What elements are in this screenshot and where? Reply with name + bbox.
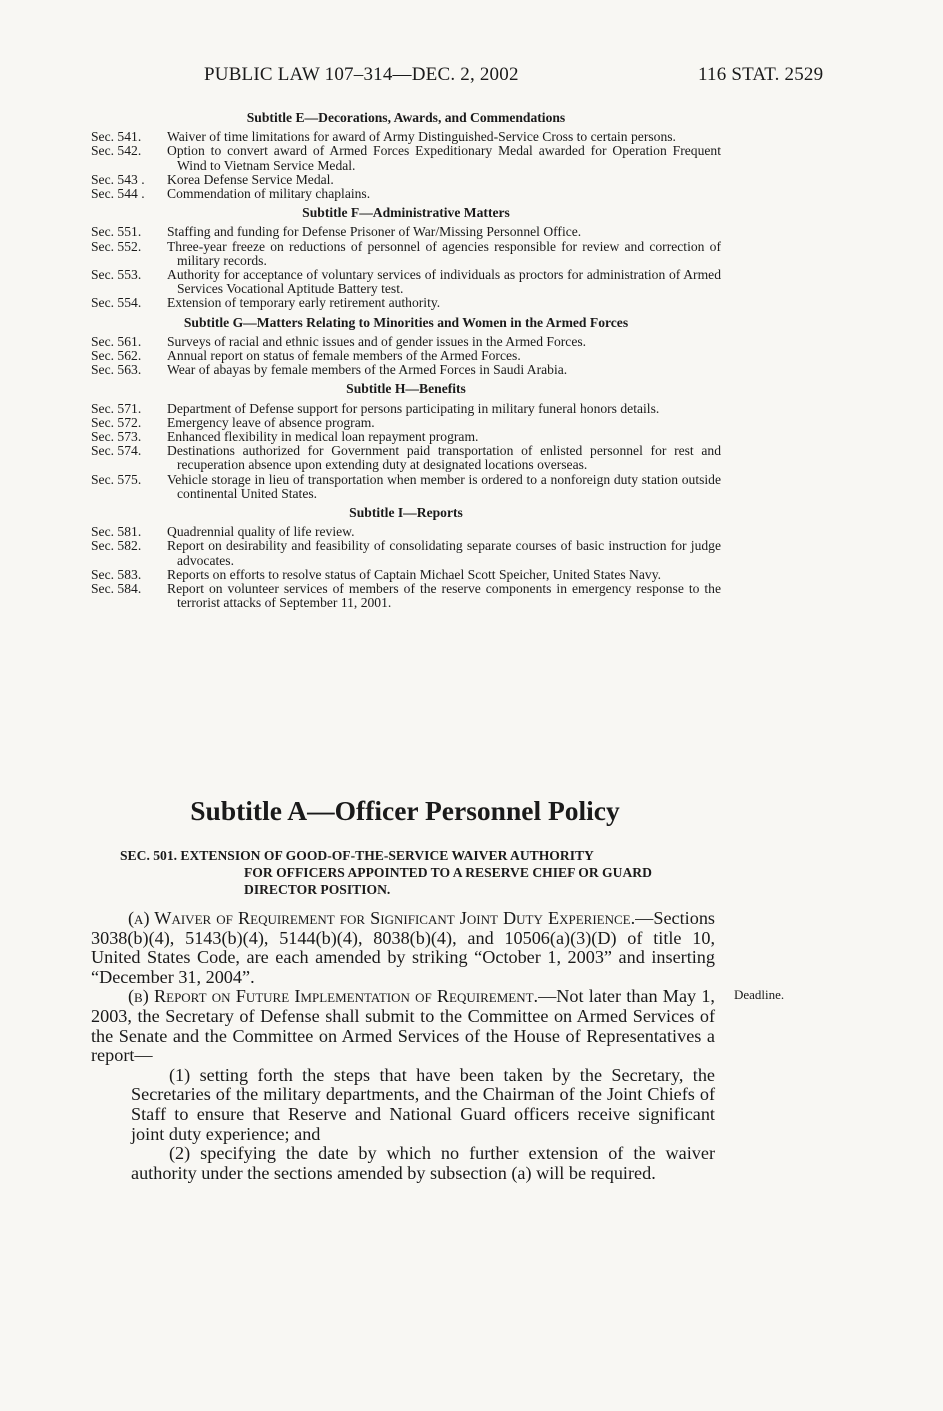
toc-entry-number: Sec. 584. xyxy=(91,581,142,597)
paragraph-1: (1) setting forth the steps that have been taken by the Secretary, the Secretaries of the military departments, and the Chairman of the Joint Chiefs of Staff to ensure that Reserve and National Guard officers receive significant joint duty experience; and xyxy=(131,1064,715,1144)
toc-entry-number: Sec. 571. xyxy=(91,400,142,416)
toc-entry xyxy=(91,173,721,187)
toc-entry-number: Sec. 553. xyxy=(91,267,142,283)
margin-note-deadline: Deadline. xyxy=(734,987,785,1002)
toc-entry xyxy=(91,335,721,349)
toc-entry-title: Extension of temporary early retirement authority. xyxy=(167,295,441,311)
toc-entry-title: Report on desirability and feasibility of consolidating separate courses of basic instruction for judge advocates. xyxy=(167,538,721,568)
toc-entry-title: Destinations authorized for Government paid transportation of enlisted personnel for rest and recuperation absence upon extending duty at designated locations overseas. xyxy=(167,443,721,473)
toc-entry-number: Sec. 572. xyxy=(91,414,142,430)
toc-entry xyxy=(91,225,721,239)
toc-entry-title: Staffing and funding for Defense Prisoner of War/Missing Personnel Office. xyxy=(167,224,582,240)
toc-entry xyxy=(91,416,721,430)
toc-entry xyxy=(91,363,721,377)
toc-entry-title: Reports on efforts to resolve status of Captain Michael Scott Speicher, United States Navy. xyxy=(167,566,662,582)
toc-subtitle-heading: Subtitle H—Benefits xyxy=(346,381,466,397)
subsection-b-label: (b) Report on Future Implementation of Requirement. xyxy=(128,986,539,1007)
toc-entry xyxy=(91,473,721,501)
toc-subtitle-heading: Subtitle F—Administrative Matters xyxy=(302,205,510,221)
toc-subtitle-heading: Subtitle G—Matters Relating to Minorities and Women in the Armed Forces xyxy=(183,314,629,330)
section-501-heading-line1: SEC. 501. EXTENSION OF GOOD-OF-THE-SERVICE WAIVER AUTHORITY xyxy=(120,848,594,863)
subsection-a-text: —Sections 3038(b)(4), 5143(b)(4), 5144(b)(4), 8038(b)(4), and 10506(a)(3)(D) of title 10, United States Code, are each amended by striking “October 1, 2003” and inserting “December 31, 2004”. xyxy=(91,908,715,987)
subsection-b xyxy=(91,987,715,1065)
toc-entry-title: Option to convert award of Armed Forces Expeditionary Medal awarded for Operation Frequent Wind to Vietnam Service Medal. xyxy=(167,143,721,173)
toc-entry xyxy=(91,268,721,296)
toc-entry-title: Three-year freeze on reductions of personnel of agencies responsible for review and correction of military records. xyxy=(167,238,721,268)
toc-entry xyxy=(91,144,721,172)
toc-entry-title: Korea Defense Service Medal. xyxy=(167,171,334,187)
toc-entry xyxy=(91,444,721,472)
toc-entry-number: Sec. 583. xyxy=(91,566,142,582)
section-501-heading xyxy=(120,847,716,898)
toc-entry-title: Quadrennial quality of life review. xyxy=(167,524,355,540)
toc-entry-number: Sec. 581. xyxy=(91,524,142,540)
toc-entry-number: Sec. 554. xyxy=(91,295,142,311)
subsection-a xyxy=(91,909,715,987)
toc-entry-number: Sec. 561. xyxy=(91,333,142,349)
toc-entry-number: Sec. 543 . xyxy=(91,171,145,187)
toc-subtitle-heading: Subtitle E—Decorations, Awards, and Commendations xyxy=(246,110,566,125)
toc-entry-number: Sec. 575. xyxy=(91,471,142,487)
toc-entry-title: Emergency leave of absence program. xyxy=(167,414,375,430)
toc-entry-number: Sec. 544 . xyxy=(91,186,145,202)
toc-entry xyxy=(91,525,721,539)
section-501-body xyxy=(91,909,715,1183)
page-header xyxy=(0,64,943,90)
toc-entry xyxy=(91,240,721,268)
toc-entry-number: Sec. 562. xyxy=(91,348,142,364)
toc-entry xyxy=(91,349,721,363)
toc-entry-number: Sec. 563. xyxy=(91,362,142,378)
toc-entry-title: Wear of abayas by female members of the Armed Forces in Saudi Arabia. xyxy=(167,362,568,378)
toc-entry-title: Department of Defense support for persons participating in military funeral honors details. xyxy=(167,400,660,416)
subsection-a-label: (a) Waiver of Requirement for Significant Joint Duty Experience. xyxy=(128,908,636,928)
toc-entry xyxy=(91,187,721,201)
statute-page-number: 116 STAT. 2529 xyxy=(698,64,824,85)
toc-entry xyxy=(91,430,721,444)
toc-entry-title: Annual report on status of female members of the Armed Forces. xyxy=(167,348,521,364)
toc-entry-number: Sec. 541. xyxy=(91,129,142,145)
toc-entry-title: Vehicle storage in lieu of transportation when member is ordered to a nonforeign duty station outside continental United States. xyxy=(167,471,721,501)
public-law-citation: PUBLIC LAW 107–314—DEC. 2, 2002 xyxy=(204,64,519,85)
toc-entry-number: Sec. 552. xyxy=(91,238,142,254)
toc-entry xyxy=(91,130,721,144)
toc-entry-number: Sec. 582. xyxy=(91,538,142,554)
toc-entry-title: Surveys of racial and ethnic issues and of gender issues in the Armed Forces. xyxy=(167,333,587,349)
toc-entry-title: Waiver of time limitations for award of Army Distinguished-Service Cross to certain persons. xyxy=(167,129,676,145)
toc-entry xyxy=(91,539,721,567)
toc-entry xyxy=(91,568,721,582)
section-501-heading-line2: FOR OFFICERS APPOINTED TO A RESERVE CHIEF OR GUARD DIRECTOR POSITION. xyxy=(244,865,652,897)
toc-entry-title: Authority for acceptance of voluntary services of individuals as proctors for administration of Armed Services Vocational Aptitude Battery test. xyxy=(167,267,721,297)
toc-entry-number: Sec. 574. xyxy=(91,443,142,459)
toc-entry-number: Sec. 542. xyxy=(91,143,142,159)
toc-entry-title: Report on volunteer services of members of the reserve components in emergency response to the terrorist attacks of September 11, 2001. xyxy=(167,581,721,611)
toc-entry xyxy=(91,582,721,610)
table-of-contents xyxy=(91,111,721,611)
subtitle-a-heading: Subtitle A—Officer Personnel Policy xyxy=(190,795,620,826)
paragraph-2: (2) specifying the date by which no further extension of the waiver authority under the sections amended by subsection (a) will be required. xyxy=(131,1143,715,1183)
toc-entry-number: Sec. 573. xyxy=(91,429,142,445)
subsection-b-text: —Not later than May 1, 2003, the Secretary of Defense shall submit to the Committee on Armed Services of the Senate and the Committee on Armed Services of the House of Representatives a report— xyxy=(91,986,715,1066)
toc-subtitle-heading: Subtitle I—Reports xyxy=(349,505,463,521)
toc-entry-number: Sec. 551. xyxy=(91,224,142,240)
toc-entry xyxy=(91,296,721,310)
toc-entry-title: Commendation of military chaplains. xyxy=(167,186,371,202)
toc-entry xyxy=(91,402,721,416)
toc-entry-title: Enhanced flexibility in medical loan repayment program. xyxy=(167,429,479,445)
